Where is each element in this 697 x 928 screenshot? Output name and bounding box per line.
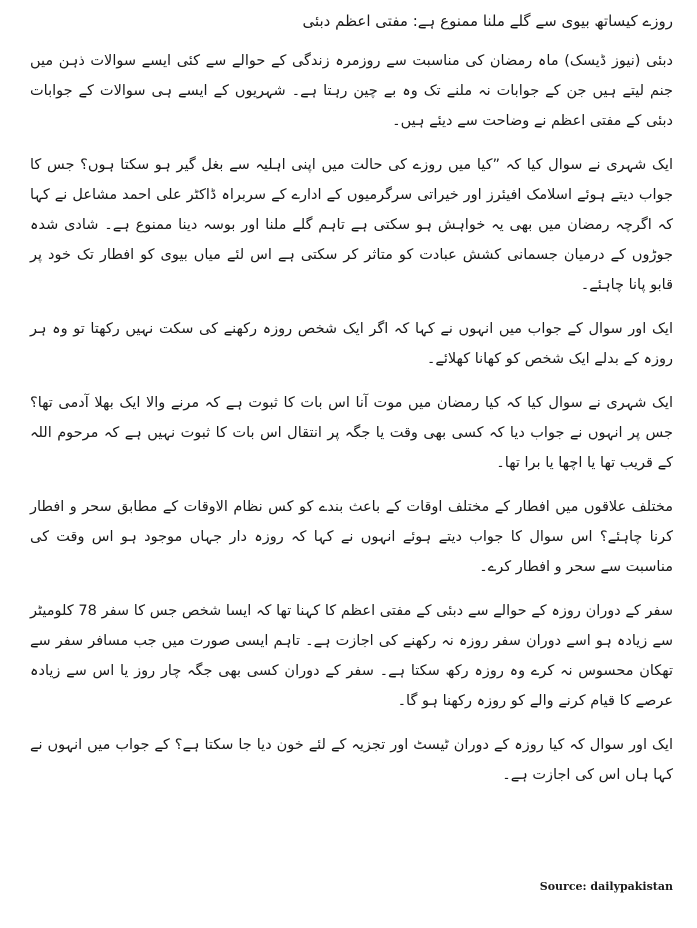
article-paragraph-5: مختلف علاقوں میں افطار کے مختلف اوقات کے باعث بندے کو کس نظام الاوقات کے مطابق سحر و افطار کرنا چاہئے؟ اس سوال کا جواب دیتے ہوئے انہوں نے کہا کہ روزہ دار جہاں موجود ہو اس وقت کی مناسبت سے سحر و افطار کرے۔ bbox=[30, 499, 673, 575]
article-paragraph-4: ایک شہری نے سوال کیا کہ کیا رمضان میں موت آنا اس بات کا ثبوت ہے کہ مرنے والا ایک بھلا آدمی تھا؟ جس پر انہوں نے جواب دیا کہ کسی بھی وقت یا جگہ پر انتقال اس بات کا ثبوت نہیں ہے کہ مرحوم اللہ کے قریب تھا یا اچھا یا برا تھا۔ bbox=[30, 395, 673, 471]
article-paragraph-3: ایک اور سوال کے جواب میں انہوں نے کہا کہ اگر ایک شخص روزہ رکھنے کی سکت نہیں رکھتا تو وہ ہر روزہ کے بدلے ایک شخص کو کھانا کھلائے۔ bbox=[30, 321, 673, 367]
article-paragraph-6: سفر کے دوران روزہ کے حوالے سے دبئی کے مفتی اعظم کا کہنا تھا کہ ایسا شخص جس کا سفر 78 کلومیٹر سے زیادہ ہو اسے دوران سفر روزہ نہ رکھنے کی اجازت ہے۔ تاہم ایسی صورت میں جب مسافر سفر سے تھکان محسوس نہ کرے وہ روزہ رکھ سکتا ہے۔ سفر کے دوران کسی بھی جگہ چار روز یا اس سے زیادہ عرصے کا قیام کرنے والے کو روزہ رکھنا ہو گا۔ bbox=[30, 603, 673, 709]
article-paragraph-7: ایک اور سوال کہ کیا روزہ کے دوران ٹیسٹ اور تجزیہ کے لئے خون دیا جا سکتا ہے؟ کے جواب میں انہوں نے کہا ہاں اس کی اجازت ہے۔ bbox=[30, 737, 673, 783]
article-headline: روزے کیساتھ بیوی سے گلے ملنا ممنوع ہے: مفتی اعظم دبئی bbox=[302, 12, 673, 30]
source-credit: Source: dailypakistan bbox=[539, 880, 673, 893]
article-paragraph-1: دبئی (نیوز ڈیسک) ماہ رمضان کی مناسبت سے روزمرہ زندگی کے حوالے سے کئی ایسے سوالات ذہن میں جنم لیتے ہیں جن کے جوابات نہ ملنے تک وہ بے چین رہتا ہے۔ شہریوں کے ایسے ہی سوالات کے جوابات دبئی کے مفتی اعظم نے وضاحت سے دیئے ہیں۔ bbox=[30, 53, 673, 129]
article-paragraph-2: ایک شہری نے سوال کیا کہ ”کیا میں روزے کی حالت میں اپنی اہلیہ سے بغل گیر ہو سکتا ہوں؟ جس کا جواب دیتے ہوئے اسلامک افیئرز اور خیراتی سرگرمیوں کے ادارے کے سربراہ ڈاکٹر علی احمد مشاعل نے کہا کہ اگرچہ رمضان میں بھی یہ خواہش ہو سکتی ہے تاہم گلے ملنا اور بوسہ دینا ممنوع ہے۔ شادی شدہ جوڑوں کے درمیان جسمانی کشش عبادت کو متاثر کر سکتی ہے اس لئے میاں بیوی کو افطار تک خود پر قابو پانا چاہئے۔ bbox=[30, 157, 673, 293]
